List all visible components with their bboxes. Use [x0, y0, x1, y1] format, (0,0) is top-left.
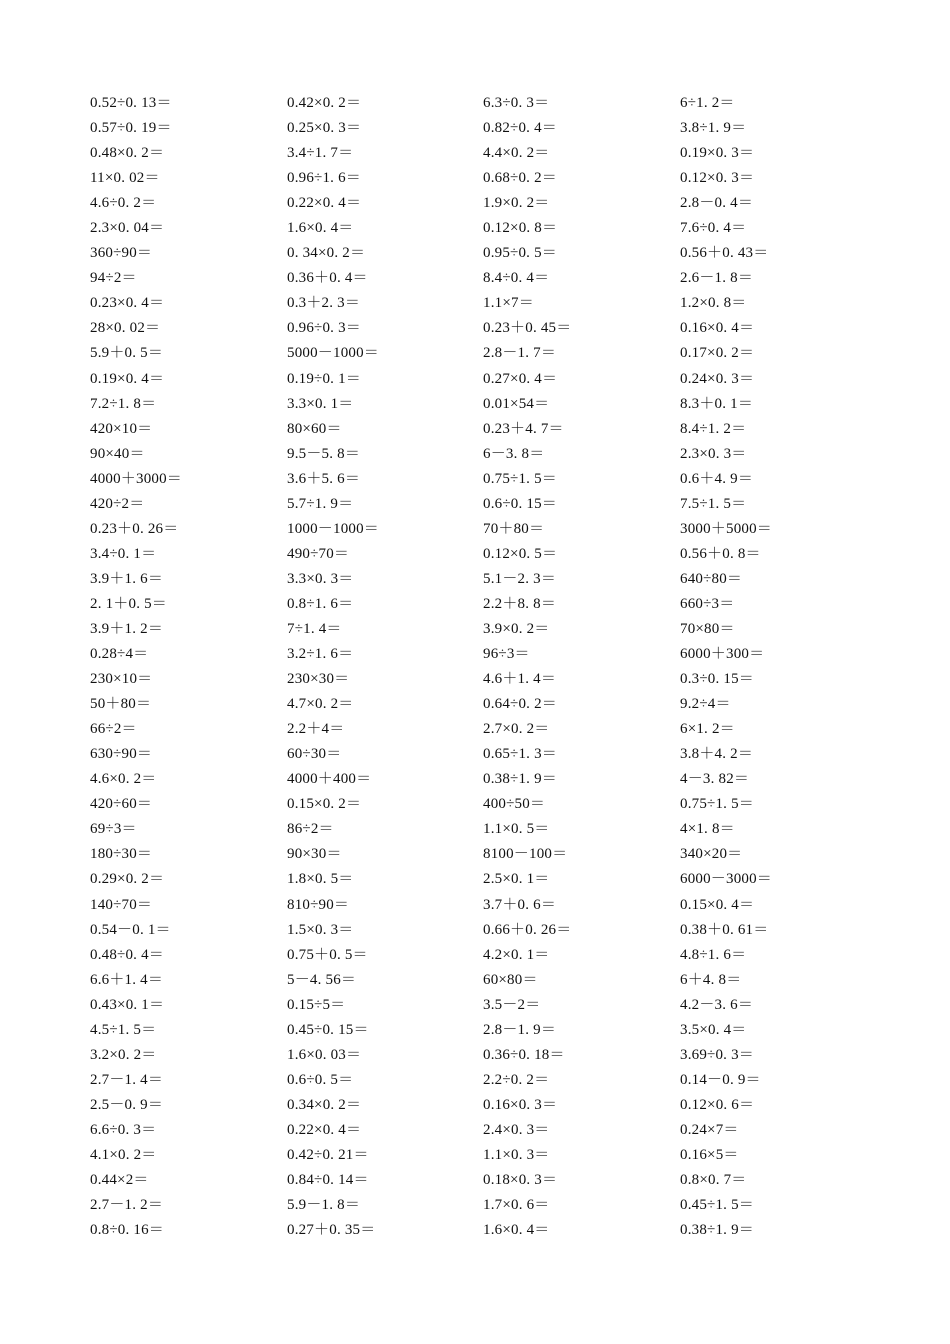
arithmetic-problem: 360÷90＝	[90, 245, 153, 262]
arithmetic-problem: 3.4÷0. 1＝	[90, 545, 157, 562]
arithmetic-problem: 2.5－0. 9＝	[90, 1096, 164, 1113]
arithmetic-problem: 3.4÷1. 7＝	[287, 145, 354, 162]
arithmetic-problem: 1.1×7＝	[483, 295, 534, 312]
arithmetic-problem: 0.65÷1. 3＝	[483, 746, 557, 763]
arithmetic-problem: 94÷2＝	[90, 270, 137, 287]
arithmetic-problem: 0.19÷0. 1＝	[287, 370, 361, 387]
arithmetic-problem: 660÷3＝	[680, 595, 735, 612]
arithmetic-problem: 0.22×0. 4＝	[287, 1121, 362, 1138]
arithmetic-problem: 3.9×0. 2＝	[483, 620, 550, 637]
arithmetic-problem: 0.28÷4＝	[90, 646, 149, 663]
arithmetic-problem: 2. 1＋0. 5＝	[90, 595, 168, 612]
arithmetic-problem: 3.6＋5. 6＝	[287, 470, 361, 487]
arithmetic-problem: 0.82÷0. 4＝	[483, 120, 557, 137]
arithmetic-problem: 6－3. 8＝	[483, 445, 545, 462]
arithmetic-problem: 2.7－1. 4＝	[90, 1071, 164, 1088]
arithmetic-problem: 3.9＋1. 6＝	[90, 570, 164, 587]
arithmetic-problem: 11×0. 02＝	[90, 170, 160, 187]
arithmetic-problem: 0.45÷0. 15＝	[287, 1021, 369, 1038]
arithmetic-problem: 4.6＋1. 4＝	[483, 671, 557, 688]
arithmetic-problem: 3.3×0. 3＝	[287, 570, 354, 587]
arithmetic-problem: 1.8×0. 5＝	[287, 871, 354, 888]
arithmetic-problem: 9.2÷4＝	[680, 696, 731, 713]
arithmetic-problem: 0.12×0. 6＝	[680, 1096, 755, 1113]
arithmetic-problem: 420×10＝	[90, 420, 153, 437]
arithmetic-problem: 0.96÷1. 6＝	[287, 170, 361, 187]
arithmetic-problem: 3.7＋0. 6＝	[483, 896, 557, 913]
arithmetic-problem: 0.48÷0. 4＝	[90, 946, 164, 963]
arithmetic-problem: 230×30＝	[287, 671, 350, 688]
arithmetic-problem: 0.44×2＝	[90, 1172, 149, 1189]
arithmetic-problem: 2.3×0. 3＝	[680, 445, 747, 462]
arithmetic-problem: 0.01×54＝	[483, 395, 550, 412]
arithmetic-problem: 1.6×0. 4＝	[287, 220, 354, 237]
arithmetic-problem: 8.3＋0. 1＝	[680, 395, 754, 412]
arithmetic-problem: 0.6÷0. 5＝	[287, 1071, 354, 1088]
arithmetic-problem: 2.7－1. 2＝	[90, 1197, 164, 1214]
arithmetic-problem: 0.56＋0. 8＝	[680, 545, 761, 562]
problem-column-4	[680, 91, 870, 1243]
arithmetic-problem: 90×30＝	[287, 846, 342, 863]
arithmetic-problem: 0.12×0. 8＝	[483, 220, 558, 237]
arithmetic-problem: 4000＋400＝	[287, 771, 372, 788]
arithmetic-problem: 0.75÷1. 5＝	[680, 796, 754, 813]
arithmetic-problem: 6000＋300＝	[680, 646, 765, 663]
arithmetic-problem: 0.14－0. 9＝	[680, 1071, 761, 1088]
arithmetic-problem: 9.5－5. 8＝	[287, 445, 361, 462]
arithmetic-problem: 0.19×0. 4＝	[90, 370, 165, 387]
arithmetic-problem: 0.36＋0. 4＝	[287, 270, 368, 287]
arithmetic-problem: 4.6÷0. 2＝	[90, 195, 157, 212]
arithmetic-problem: 420÷60＝	[90, 796, 153, 813]
arithmetic-problem: 6÷1. 2＝	[680, 95, 735, 111]
arithmetic-problem: 1.1×0. 5＝	[483, 821, 550, 838]
arithmetic-problem: 230×10＝	[90, 671, 153, 688]
arithmetic-problem: 0.42÷0. 21＝	[287, 1146, 369, 1163]
arithmetic-problem: 2.8－0. 4＝	[680, 195, 754, 212]
arithmetic-problem: 0.18×0. 3＝	[483, 1172, 558, 1189]
arithmetic-problem: 0.24×0. 3＝	[680, 370, 755, 387]
arithmetic-problem: 7.5÷1. 5＝	[680, 495, 747, 512]
arithmetic-problem: 0.96÷0. 3＝	[287, 320, 361, 337]
arithmetic-problem: 0.38÷1. 9＝	[680, 1222, 754, 1239]
arithmetic-problem: 5.1－2. 3＝	[483, 570, 557, 587]
arithmetic-problem: 4.1×0. 2＝	[90, 1146, 157, 1163]
arithmetic-problem: 3.8＋4. 2＝	[680, 746, 754, 763]
arithmetic-problem: 0.84÷0. 14＝	[287, 1172, 369, 1189]
arithmetic-problem: 4.7×0. 2＝	[287, 696, 354, 713]
problem-column-1	[90, 91, 280, 1243]
arithmetic-problem: 7.2÷1. 8＝	[90, 395, 157, 412]
arithmetic-problem: 0.16×0. 4＝	[680, 320, 755, 337]
arithmetic-problem: 0.25×0. 3＝	[287, 120, 362, 137]
arithmetic-problem: 0.95÷0. 5＝	[483, 245, 557, 262]
arithmetic-problem: 400÷50＝	[483, 796, 546, 813]
arithmetic-problem: 4.5÷1. 5＝	[90, 1021, 157, 1038]
arithmetic-problem: 0.8×0. 7＝	[680, 1172, 747, 1189]
arithmetic-problem: 4000＋3000＝	[90, 470, 183, 487]
arithmetic-problem: 0.23＋4. 7＝	[483, 420, 564, 437]
arithmetic-problem: 0.34×0. 2＝	[287, 1096, 362, 1113]
arithmetic-problem: 5－4. 56＝	[287, 971, 357, 988]
arithmetic-problem: 66÷2＝	[90, 721, 137, 738]
arithmetic-problem: 4－3. 82＝	[680, 771, 750, 788]
arithmetic-problem: 6.3÷0. 3＝	[483, 95, 550, 111]
arithmetic-problem: 640÷80＝	[680, 570, 743, 587]
arithmetic-problem: 0.75÷1. 5＝	[483, 470, 557, 487]
arithmetic-problem: 0.38÷1. 9＝	[483, 771, 557, 788]
arithmetic-problem: 4.8÷1. 6＝	[680, 946, 747, 963]
arithmetic-problem: 0.17×0. 2＝	[680, 345, 755, 362]
arithmetic-problem: 0.6÷0. 15＝	[483, 495, 557, 512]
arithmetic-problem: 0.57÷0. 19＝	[90, 120, 172, 137]
arithmetic-problem: 140÷70＝	[90, 896, 153, 913]
arithmetic-problem: 0.24×7＝	[680, 1121, 739, 1138]
arithmetic-problem: 0.15×0. 4＝	[680, 896, 755, 913]
arithmetic-problem: 1.9×0. 2＝	[483, 195, 550, 212]
arithmetic-problem: 0.43×0. 1＝	[90, 996, 165, 1013]
arithmetic-problem: 0.6＋4. 9＝	[680, 470, 754, 487]
arithmetic-problem: 0.16×0. 3＝	[483, 1096, 558, 1113]
arithmetic-problem: 3.2÷1. 6＝	[287, 646, 354, 663]
arithmetic-problem: 4×1. 8＝	[680, 821, 735, 838]
arithmetic-problem: 1.2×0. 8＝	[680, 295, 747, 312]
arithmetic-problem: 490÷70＝	[287, 545, 350, 562]
arithmetic-problem: 7÷1. 4＝	[287, 620, 342, 637]
arithmetic-problem: 0.19×0. 3＝	[680, 145, 755, 162]
arithmetic-problem: 0. 34×0. 2＝	[287, 245, 366, 262]
arithmetic-problem: 70＋80＝	[483, 520, 545, 537]
arithmetic-problem: 1.6×0. 03＝	[287, 1046, 362, 1063]
arithmetic-problem: 96÷3＝	[483, 646, 530, 663]
arithmetic-problem: 0.27＋0. 35＝	[287, 1222, 376, 1239]
arithmetic-problem: 1000－1000＝	[287, 520, 380, 537]
arithmetic-problem: 3.8÷1. 9＝	[680, 120, 747, 137]
arithmetic-problem: 0.54－0. 1＝	[90, 921, 171, 938]
arithmetic-problem: 0.64÷0. 2＝	[483, 696, 557, 713]
arithmetic-problem: 6＋4. 8＝	[680, 971, 742, 988]
arithmetic-problem: 4.2×0. 1＝	[483, 946, 550, 963]
arithmetic-problem: 80×60＝	[287, 420, 342, 437]
arithmetic-problem: 3.2×0. 2＝	[90, 1046, 157, 1063]
arithmetic-problem: 0.12×0. 3＝	[680, 170, 755, 187]
arithmetic-problem: 4.2－3. 6＝	[680, 996, 754, 1013]
arithmetic-problem: 0.3＋2. 3＝	[287, 295, 361, 312]
arithmetic-problem: 340×20＝	[680, 846, 743, 863]
arithmetic-problem: 0.15×0. 2＝	[287, 796, 362, 813]
arithmetic-problem: 3.5－2＝	[483, 996, 541, 1013]
arithmetic-problem: 0.29×0. 2＝	[90, 871, 165, 888]
arithmetic-problem: 2.5×0. 1＝	[483, 871, 550, 888]
arithmetic-problem: 6.6÷0. 3＝	[90, 1121, 157, 1138]
arithmetic-problem: 0.3÷0. 15＝	[680, 671, 754, 688]
arithmetic-problem: 1.6×0. 4＝	[483, 1222, 550, 1239]
arithmetic-problem: 4.4×0. 2＝	[483, 145, 550, 162]
arithmetic-problem: 3.9＋1. 2＝	[90, 620, 164, 637]
arithmetic-problem: 8.4÷0. 4＝	[483, 270, 550, 287]
arithmetic-problem: 4.6×0. 2＝	[90, 771, 157, 788]
arithmetic-problem: 180÷30＝	[90, 846, 153, 863]
arithmetic-problem: 0.27×0. 4＝	[483, 370, 558, 387]
arithmetic-problem: 70×80＝	[680, 620, 735, 637]
arithmetic-problem: 0.23＋0. 45＝	[483, 320, 572, 337]
arithmetic-problem: 6.6＋1. 4＝	[90, 971, 164, 988]
arithmetic-problem: 2.2＋4＝	[287, 721, 345, 738]
arithmetic-problem: 8.4÷1. 2＝	[680, 420, 747, 437]
arithmetic-problem: 0.12×0. 5＝	[483, 545, 558, 562]
arithmetic-problem: 28×0. 02＝	[90, 320, 161, 337]
arithmetic-problem: 50＋80＝	[90, 696, 152, 713]
arithmetic-problem: 0.8÷1. 6＝	[287, 595, 354, 612]
arithmetic-problem: 7.6÷0. 4＝	[680, 220, 747, 237]
arithmetic-problem: 0.16×5＝	[680, 1146, 739, 1163]
arithmetic-problem: 0.66＋0. 26＝	[483, 921, 572, 938]
arithmetic-problem: 5000－1000＝	[287, 345, 380, 362]
arithmetic-problem: 2.4×0. 3＝	[483, 1121, 550, 1138]
arithmetic-problem: 3.5×0. 4＝	[680, 1021, 747, 1038]
problem-column-3	[483, 91, 673, 1243]
arithmetic-problem: 60×80＝	[483, 971, 538, 988]
arithmetic-problem: 0.45÷1. 5＝	[680, 1197, 754, 1214]
arithmetic-problem: 6×1. 2＝	[680, 721, 735, 738]
arithmetic-problem: 60÷30＝	[287, 746, 342, 763]
arithmetic-problem: 90×40＝	[90, 445, 145, 462]
arithmetic-problem: 0.22×0. 4＝	[287, 195, 362, 212]
arithmetic-problem: 0.48×0. 2＝	[90, 145, 165, 162]
arithmetic-problem: 0.68÷0. 2＝	[483, 170, 557, 187]
arithmetic-problem: 2.2÷0. 2＝	[483, 1071, 550, 1088]
arithmetic-problem: 0.56＋0. 43＝	[680, 245, 769, 262]
arithmetic-problem: 0.75＋0. 5＝	[287, 946, 368, 963]
arithmetic-problem: 810÷90＝	[287, 896, 350, 913]
arithmetic-problem: 0.38＋0. 61＝	[680, 921, 769, 938]
arithmetic-problem: 0.36÷0. 18＝	[483, 1046, 565, 1063]
arithmetic-problem: 0.8÷0. 16＝	[90, 1222, 164, 1239]
arithmetic-problem: 0.52÷0. 13＝	[90, 95, 172, 111]
problem-column-2	[287, 91, 477, 1243]
arithmetic-problem: 1.5×0. 3＝	[287, 921, 354, 938]
arithmetic-problem: 0.42×0. 2＝	[287, 95, 362, 111]
arithmetic-problem: 0.15÷5＝	[287, 996, 346, 1013]
arithmetic-problem: 5.9－1. 8＝	[287, 1197, 361, 1214]
arithmetic-problem: 2.7×0. 2＝	[483, 721, 550, 738]
arithmetic-problem: 2.8－1. 7＝	[483, 345, 557, 362]
arithmetic-problem: 0.23＋0. 26＝	[90, 520, 179, 537]
arithmetic-problem: 86÷2＝	[287, 821, 334, 838]
arithmetic-problem: 5.9＋0. 5＝	[90, 345, 164, 362]
arithmetic-problem: 1.7×0. 6＝	[483, 1197, 550, 1214]
arithmetic-problem: 8100－100＝	[483, 846, 568, 863]
arithmetic-problem: 420÷2＝	[90, 495, 145, 512]
arithmetic-problem: 3.69÷0. 3＝	[680, 1046, 754, 1063]
arithmetic-problem: 630÷90＝	[90, 746, 153, 763]
arithmetic-problem: 3.3×0. 1＝	[287, 395, 354, 412]
arithmetic-problem: 1.1×0. 3＝	[483, 1146, 550, 1163]
arithmetic-problem: 5.7÷1. 9＝	[287, 495, 354, 512]
arithmetic-problem: 6000－3000＝	[680, 871, 773, 888]
arithmetic-problem: 2.2＋8. 8＝	[483, 595, 557, 612]
arithmetic-problem: 69÷3＝	[90, 821, 137, 838]
arithmetic-problem: 2.8－1. 9＝	[483, 1021, 557, 1038]
arithmetic-problem: 3000＋5000＝	[680, 520, 773, 537]
arithmetic-problem: 0.23×0. 4＝	[90, 295, 165, 312]
arithmetic-problem: 2.3×0. 04＝	[90, 220, 165, 237]
arithmetic-problem: 2.6－1. 8＝	[680, 270, 754, 287]
